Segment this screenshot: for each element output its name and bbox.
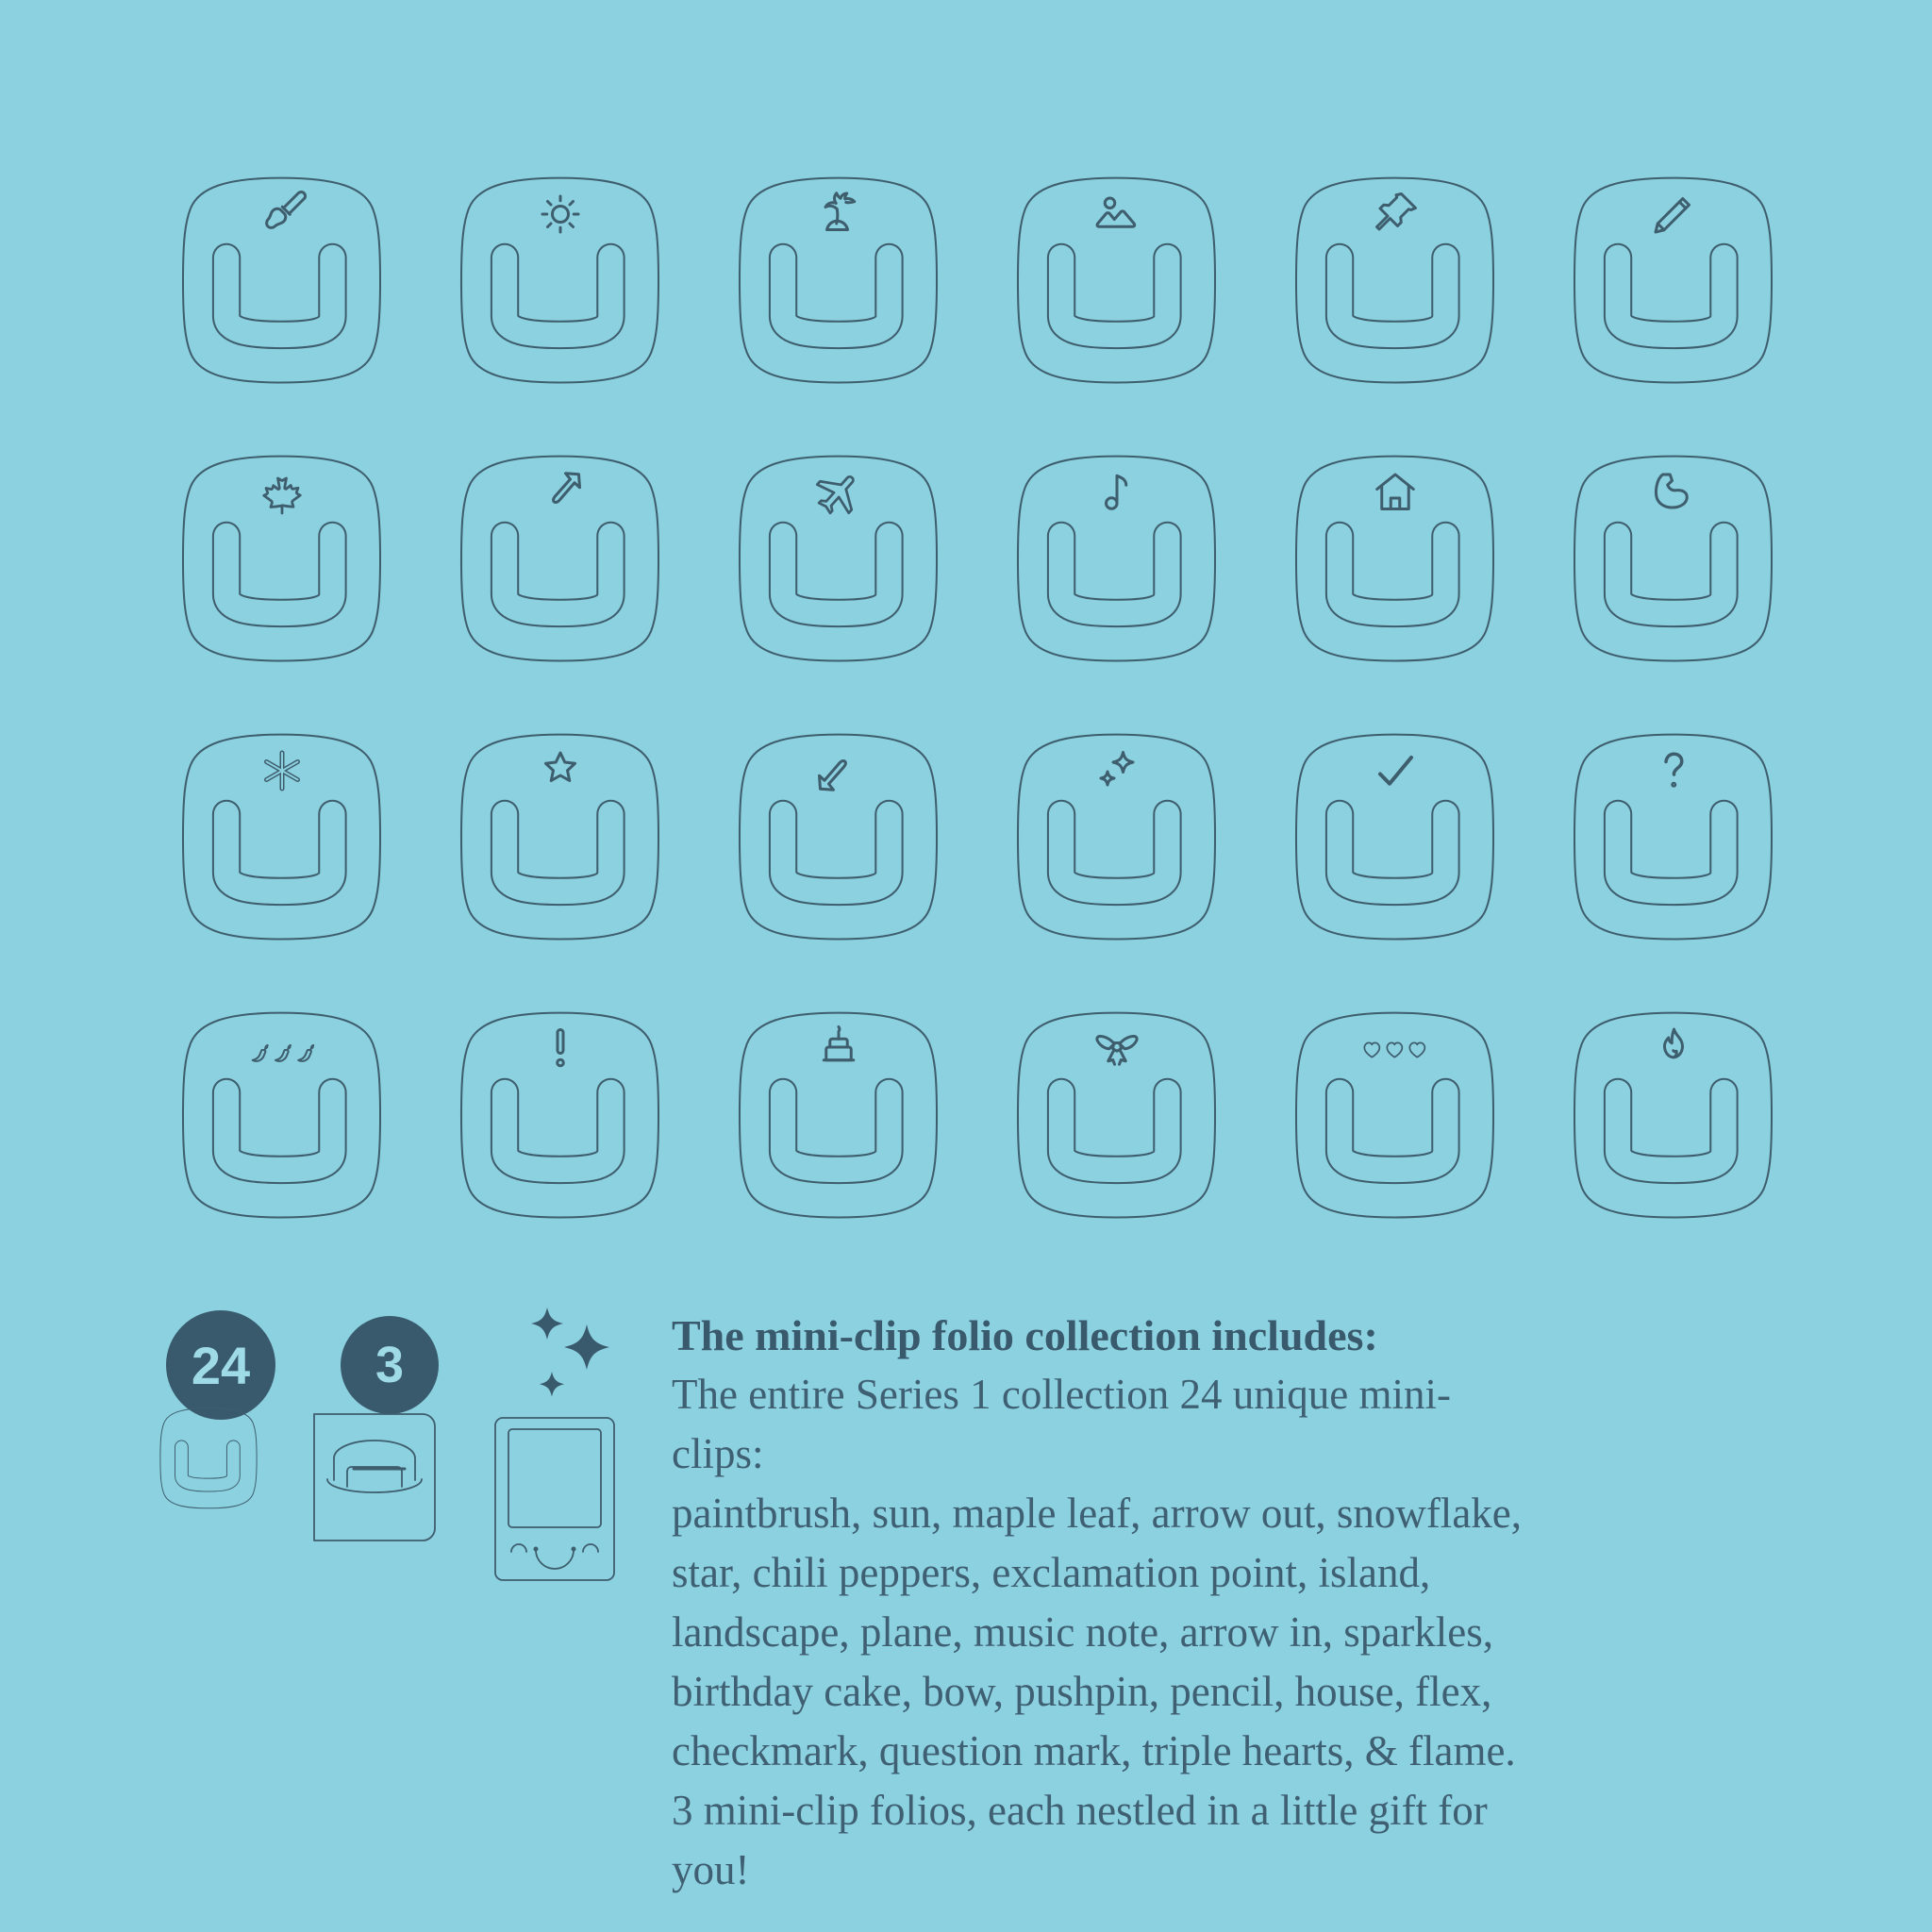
flame-icon — [1640, 1021, 1707, 1077]
clip-flex — [1567, 451, 1779, 665]
arrow-in-icon — [805, 742, 873, 799]
description-line: star, chili peppers, exclamation point, island, — [672, 1549, 1431, 1596]
description-block — [672, 1306, 1540, 1900]
sun-icon — [526, 186, 594, 242]
clip-checkmark — [1289, 729, 1501, 943]
description-line: landscape, plane, music note, arrow in, sparkles, — [672, 1608, 1493, 1656]
description-line: paintbrush, sun, maple leaf, arrow out, snowflake, — [672, 1490, 1523, 1537]
chili-peppers-icon — [248, 1021, 316, 1077]
clip-count: 24 — [191, 1335, 251, 1395]
pushpin-icon — [1361, 186, 1429, 242]
clip-music-note — [1010, 451, 1223, 665]
clip-plane — [732, 451, 944, 665]
description-lines — [672, 1365, 1540, 1900]
clip-birthday-cake — [732, 1008, 944, 1222]
clip-grid — [175, 173, 1781, 1222]
clip-house — [1289, 451, 1501, 665]
folio-count: 3 — [375, 1337, 405, 1393]
checkmark-icon — [1361, 742, 1429, 799]
description-line: checkmark, question mark, triple hearts, & flame. — [672, 1727, 1516, 1774]
house-icon — [1361, 464, 1429, 521]
clip-landscape — [1010, 173, 1223, 387]
paintbrush-icon — [248, 186, 316, 242]
music-note-icon — [1083, 464, 1151, 521]
clip-snowflake — [175, 729, 388, 943]
clip-pencil — [1567, 173, 1779, 387]
clip-paintbrush — [175, 173, 388, 387]
clip-star — [454, 729, 666, 943]
clip-island — [732, 173, 944, 387]
question-mark-icon — [1640, 742, 1707, 799]
maple-leaf-icon — [248, 464, 316, 521]
folio-illustration — [311, 1411, 438, 1543]
mini-clip-illustration — [157, 1406, 260, 1510]
description-line: The entire Series 1 collection 24 unique mini-clips: — [672, 1371, 1452, 1477]
description-line: birthday cake, bow, pushpin, pencil, house, flex, — [672, 1668, 1492, 1715]
description-line: 3 mini-clip folios, each nestled in a little gift for you! — [672, 1787, 1488, 1893]
exclamation-point-icon — [526, 1021, 594, 1077]
clip-pushpin — [1289, 173, 1501, 387]
clip-question-mark — [1567, 729, 1779, 943]
clip-arrow-in — [732, 729, 944, 943]
snowflake-icon — [248, 742, 316, 799]
clip-chili-peppers — [175, 1008, 388, 1222]
landscape-icon — [1083, 186, 1151, 242]
clip-flame — [1567, 1008, 1779, 1222]
clip-arrow-out — [454, 451, 666, 665]
sparkles-icon — [509, 1300, 632, 1423]
triple-hearts-icon — [1361, 1021, 1429, 1077]
folio-count-badge — [341, 1316, 439, 1414]
clip-exclamation-point — [454, 1008, 666, 1222]
clip-maple-leaf — [175, 451, 388, 665]
clip-count-badge — [166, 1310, 275, 1420]
plane-icon — [805, 464, 873, 521]
island-icon — [805, 186, 873, 242]
pencil-icon — [1640, 186, 1707, 242]
bow-icon — [1083, 1021, 1151, 1077]
arrow-out-icon — [526, 464, 594, 521]
sparkles-icon — [1083, 742, 1151, 799]
flex-icon — [1640, 464, 1707, 521]
description-heading: The mini-clip folio collection includes: — [672, 1311, 1378, 1359]
gift-illustration — [492, 1415, 617, 1583]
star-icon — [526, 742, 594, 799]
clip-sun — [454, 173, 666, 387]
clip-sparkles — [1010, 729, 1223, 943]
birthday-cake-icon — [805, 1021, 873, 1077]
clip-bow — [1010, 1008, 1223, 1222]
clip-triple-hearts — [1289, 1008, 1501, 1222]
